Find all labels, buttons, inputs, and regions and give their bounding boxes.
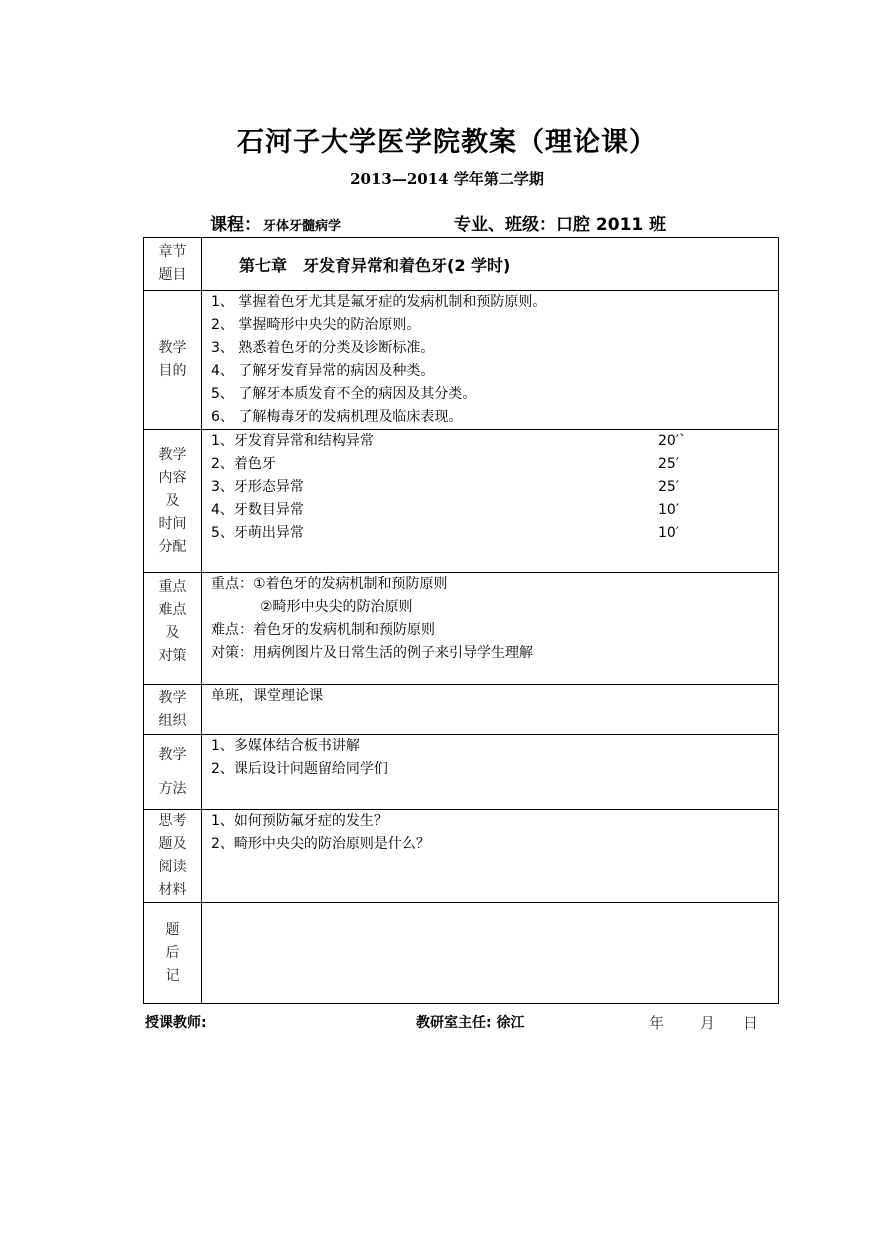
label-notes: [144, 903, 202, 1004]
label-line: 思考: [158, 813, 187, 829]
label-line: 教学: [158, 340, 187, 356]
major-value: 口腔 2011 班: [556, 215, 667, 235]
label-line: 教学: [158, 689, 187, 706]
content-item: [211, 453, 778, 476]
row-content: [144, 430, 779, 573]
content-topic: 5、牙萌出异常: [211, 525, 304, 541]
label-organization: [144, 685, 202, 735]
goal-item: 2、 掌握畸形中央尖的防治原则。: [211, 317, 421, 333]
label-line: 材料: [158, 882, 187, 898]
course-name: 牙体牙髓病学: [263, 219, 342, 234]
date-month: 月: [700, 1014, 716, 1032]
method-item: 2、课后设计问题留给同学们: [211, 761, 388, 777]
content-item: [211, 499, 778, 522]
row-notes: [144, 903, 779, 1004]
label-questions: [144, 810, 202, 903]
content-item: [211, 522, 778, 545]
label-line: 及: [165, 625, 180, 641]
key-point-item: 对策：用病例图片及日常生活的例子来引导学生理解: [211, 645, 533, 661]
label-line: 章节: [158, 244, 187, 260]
label-line: 难点: [158, 602, 187, 618]
label-method: [144, 735, 202, 810]
content-time: 20′`: [658, 433, 686, 449]
label-line: 时间: [158, 515, 187, 532]
label-line: 教学: [158, 446, 187, 463]
major-label: 专业、班级：: [454, 215, 556, 235]
goal-item: 6、 了解梅毒牙的发病机理及临床表现。: [211, 409, 463, 425]
question-item: 2、畸形中央尖的防治原则是什么？: [211, 836, 430, 852]
label-line: 题目: [158, 267, 187, 283]
label-key-points: [144, 573, 202, 685]
content-time: 25′: [658, 456, 679, 472]
course-label: 课程：: [210, 215, 261, 235]
content-topic: 1、牙发育异常和结构异常: [211, 433, 374, 449]
questions-cell: [202, 810, 779, 903]
label-chapter: [144, 238, 202, 291]
label-line: 题: [165, 921, 180, 938]
key-points-cell: [202, 573, 779, 685]
row-organization: [144, 685, 779, 735]
content-item: [211, 430, 778, 453]
chapter-title: 第七章 牙发育异常和着色牙(2 学时): [239, 256, 511, 275]
key-point-item: 重点：①着色牙的发病机制和预防原则: [211, 576, 448, 592]
label-line: 及: [165, 492, 180, 509]
director-signature: 教研室主任: 徐江: [416, 1015, 525, 1031]
row-chapter: [144, 238, 779, 291]
content-topic: 3、牙形态异常: [211, 479, 304, 495]
row-questions: [144, 810, 779, 903]
row-method: [144, 735, 779, 810]
content-time: 25′: [658, 479, 679, 495]
label-line: 方法: [158, 780, 187, 797]
chapter-cell: [202, 238, 779, 291]
term-subtitle: 2013—2014 学年第二学期: [350, 170, 544, 188]
goal-item: 5、 了解牙本质发育不全的病因及其分类。: [211, 386, 477, 402]
organization-item: 单班，课堂理论课: [211, 688, 323, 704]
content-topic: 2、着色牙: [211, 456, 276, 472]
goals-cell: [202, 291, 779, 430]
row-goals: [144, 291, 779, 430]
label-line: 重点: [158, 579, 187, 595]
goal-item: 1、 掌握着色牙尤其是氟牙症的发病机制和预防原则。: [211, 294, 547, 310]
content-cell: [202, 430, 779, 573]
label-line: 记: [165, 967, 180, 984]
content-topic: 4、牙数目异常: [211, 502, 304, 518]
major-class: [454, 210, 666, 235]
label-line: 教学: [158, 746, 187, 763]
key-point-item: ②畸形中央尖的防治原则: [260, 599, 413, 615]
method-cell: [202, 735, 779, 810]
label-line: 后: [165, 944, 180, 961]
lesson-plan-table: [143, 237, 779, 1004]
label-line: 阅读: [158, 859, 187, 875]
key-point-item: 难点：着色牙的发病机制和预防原则: [211, 622, 435, 638]
label-line: 对策: [158, 648, 187, 664]
label-line: 内容: [158, 469, 187, 486]
page-title: 石河子大学医学院教案（理论课）: [237, 127, 657, 158]
notes-cell: [202, 903, 779, 1004]
question-item: 1、如何预防氟牙症的发生？: [211, 813, 388, 829]
date-day: 日: [743, 1014, 759, 1032]
row-key-points: [144, 573, 779, 685]
content-time: 10′: [658, 525, 679, 541]
teacher-signature: 授课教师:: [145, 1015, 207, 1031]
content-time: 10′: [658, 502, 679, 518]
label-line: 分配: [158, 538, 187, 555]
label-line: 题及: [158, 836, 187, 852]
date-year: 年: [649, 1014, 665, 1032]
label-line: 目的: [158, 363, 187, 379]
label-goals: [144, 291, 202, 430]
organization-cell: [202, 685, 779, 735]
course-line: [210, 210, 667, 235]
label-line: 组织: [158, 712, 187, 729]
content-item: [211, 476, 778, 499]
goal-item: 4、 了解牙发育异常的病因及种类。: [211, 363, 435, 379]
label-content: [144, 430, 202, 573]
goal-item: 3、 熟悉着色牙的分类及诊断标准。: [211, 340, 435, 356]
method-item: 1、多媒体结合板书讲解: [211, 738, 360, 754]
